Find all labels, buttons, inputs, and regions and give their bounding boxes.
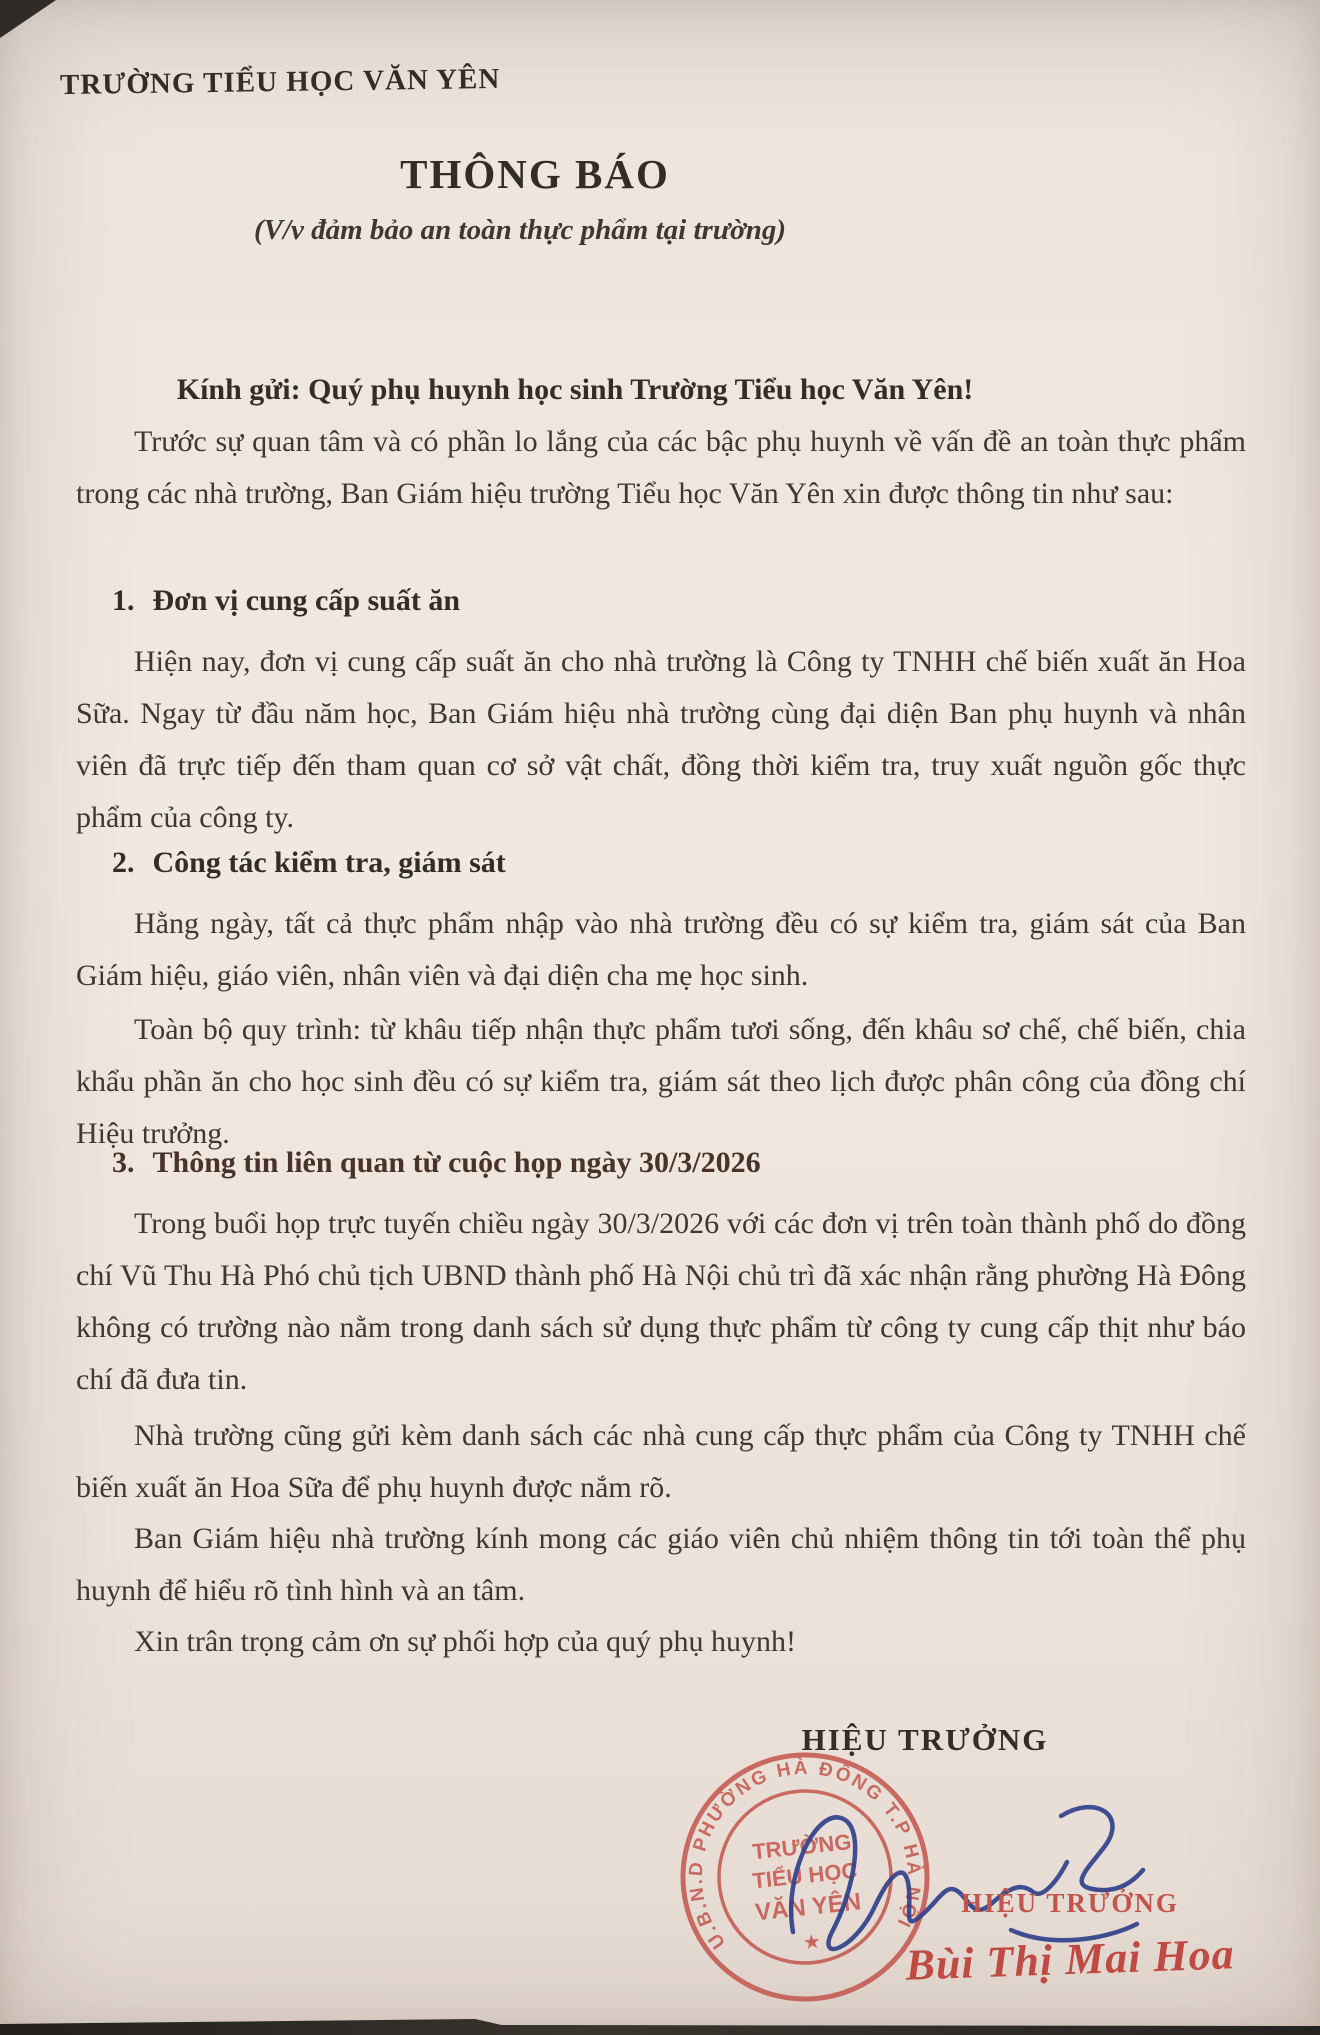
document-subtitle: (V/v đảm bảo an toàn thực phẩm tại trường)	[253, 214, 787, 246]
school-name: TRƯỜNG TIỂU HỌC VĂN YÊN	[59, 62, 501, 102]
closing-paragraph: Xin trân trọng cảm ơn sự phối hợp của quý phụ huynh!	[134, 1625, 797, 1658]
signature-stroke-main	[791, 1817, 1067, 1949]
section-2-paragraph-1: Hằng ngày, tất cả thực phẩm nhập vào nhà trường đều có sự kiểm tra, giám sát của Ban Giám hiệu, giáo viên, nhân viên và đại diện cha mẹ học sinh.	[76, 907, 1246, 992]
intro-paragraph: Trước sự quan tâm và có phần lo lắng của các bậc phụ huynh về vấn đề an toàn thực phẩm trong các nhà trường, Ban Giám hiệu trường Tiểu học Văn Yên xin được thông tin như sau:	[76, 425, 1246, 510]
stamp-line-3: VĂN YÊN	[753, 1888, 863, 1927]
photo-bottom-edge	[0, 2019, 1320, 2035]
section-3-heading	[112, 1146, 1242, 1180]
section-2-heading	[112, 846, 1242, 880]
stamp-arc-label: U.B.N.D PHƯỜNG HÀ ĐÔNG T.P HÀ NỘI	[685, 1757, 925, 1953]
stamp-star-icon: ★	[801, 1930, 822, 1955]
section-3-number: 3.	[112, 1146, 135, 1179]
photo-corner-shadow	[0, 0, 56, 38]
section-2-title: Công tác kiểm tra, giám sát	[152, 846, 506, 879]
section-1-number: 1.	[112, 584, 135, 617]
salutation: Kính gửi: Quý phụ huynh học sinh Trường Tiểu học Văn Yên!	[176, 373, 974, 406]
section-2-number: 2.	[112, 846, 135, 879]
section-2-paragraph-2: Toàn bộ quy trình: từ khâu tiếp nhận thực phẩm tươi sống, đến khâu sơ chế, chế biến, chia khẩu phần ăn cho học sinh đều có sự kiểm tra, giám sát theo lịch được phân công của đồng chí Hiệu trưởng.	[76, 1013, 1246, 1150]
stamp-line-1: TRƯỜNG	[751, 1829, 853, 1865]
section-1-title: Đơn vị cung cấp suất ăn	[152, 584, 461, 617]
document-title: THÔNG BÁO	[400, 151, 670, 197]
principal-title-label: HIỆU TRƯỞNG	[801, 1722, 1049, 1757]
stamp-line-2: TIỂU HỌC	[751, 1857, 859, 1894]
section-1-heading	[112, 584, 1242, 618]
section-1-paragraph: Hiện nay, đơn vị cung cấp suất ăn cho nhà trường là Công ty TNHH chế biến xuất ăn Hoa Sữa. Ngay từ đầu năm học, Ban Giám hiệu nhà trường cùng đại diện Ban phụ huynh và nhân viên đã trực tiếp đến tham quan cơ sở vật chất, đồng thời kiểm tra, truy xuất nguồn gốc thực phẩm của công ty.	[76, 645, 1246, 834]
signer-name: Bùi Thị Mai Hoa	[904, 1929, 1236, 1990]
signature-stroke-flourish	[1061, 1807, 1143, 1890]
section-3-title: Thông tin liên quan từ cuộc họp ngày 30/3/2026	[152, 1146, 761, 1179]
signed-position-label: HIỆU TRƯỞNG	[961, 1888, 1179, 1918]
section-3-paragraph-3: Ban Giám hiệu nhà trường kính mong các giáo viên chủ nhiệm thông tin tới toàn thể phụ huynh để hiểu rõ tình hình và an tâm.	[76, 1522, 1246, 1607]
section-3-paragraph-1: Trong buổi họp trực tuyến chiều ngày 30/3/2026 với các đơn vị trên toàn thành phố do đồng chí Vũ Thu Hà Phó chủ tịch UBND thành phố Hà Nội chủ trì đã xác nhận rằng phường Hà Đông không có trường nào nằm trong danh sách sử dụng thực phẩm từ công ty cung cấp thịt như báo chí đã đưa tin.	[76, 1207, 1246, 1396]
section-3-paragraph-2: Nhà trường cũng gửi kèm danh sách các nhà cung cấp thực phẩm của Công ty TNHH chế biến xuất ăn Hoa Sữa để phụ huynh được nắm rõ.	[76, 1419, 1246, 1504]
